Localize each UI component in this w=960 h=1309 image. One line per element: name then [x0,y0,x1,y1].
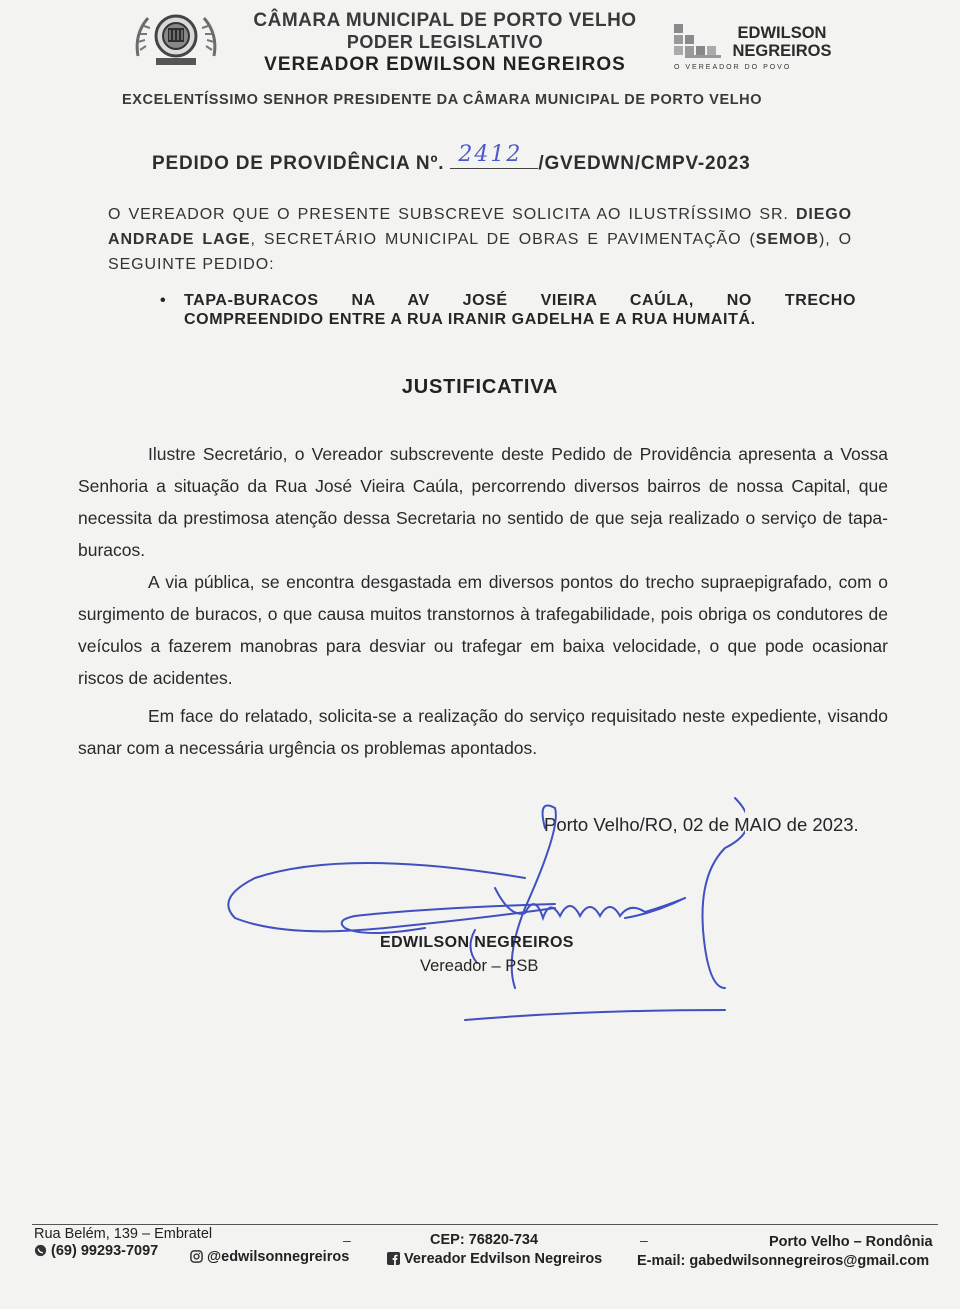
facebook-icon [387,1252,400,1265]
instagram-icon [190,1250,203,1263]
justification-paragraph-1 [78,438,888,566]
justification-paragraph-2 [78,566,888,694]
footer-address: Rua Belém, 139 – Embratel [34,1226,213,1242]
request-title [152,142,751,175]
request-title-prefix: PEDIDO DE PROVIDÊNCIA Nº. [152,153,445,174]
request-number-blank [450,142,538,169]
footer-facebook [387,1251,602,1267]
footer-phone-number: (69) 99293-7097 [51,1243,159,1259]
request-item-line1: TAPA-BURACOS NA AV JOSÉ VIEIRA CAÚLA, NO TRECHO [184,292,856,309]
bullet-icon: • [160,292,167,309]
place-date: Porto Velho/RO, 02 de MAIO de 2023. [544,814,859,835]
footer-instagram-handle: @edwilsonnegreiros [207,1249,350,1265]
intro-part1: O VEREADOR QUE O PRESENTE SUBSCREVE SOLICITA AO ILUSTRÍSSIMO SR. [108,206,796,223]
logo-name-last: NEGREIROS [732,42,832,60]
chamber-seal-icon [130,6,222,68]
secretariat-acronym: SEMOB [755,231,819,248]
footer-cep: CEP: 76820-734 [430,1232,539,1248]
logo-tagline: O VEREADOR DO POVO [674,64,792,71]
header-branch: PODER LEGISLATIVO [346,32,544,52]
secretary-name: DIEGO ANDRADE LAGE [108,206,852,248]
p3-text: Em face do relatado, solicita-se a realização do serviço requisitado neste expediente, visando sanar com a necessária urgência os problemas apontados. [78,706,888,758]
edwilson-logo [672,22,842,74]
header-chamber-name: CÂMARA MUNICIPAL DE PORTO VELHO [253,10,637,31]
request-intro [108,202,852,277]
signatory-role: Vereador – PSB [420,957,539,975]
footer-instagram [190,1249,349,1265]
p2-text: A via pública, se encontra desgastada em diversos pontos do trecho supraepigrafado, com o surgimento de buracos, o que causa muitos transtornos à trafegabilidade, pois obriga os condutores de veículos a fazerem manobras para desviar ou trafegar em baixa velocidade, o que pode ocasionar riscos de acidentes. [78,572,888,688]
justification-title: JUSTIFICATIVA [401,376,559,398]
footer-divider [32,1224,938,1225]
logo-blocks-icon [672,22,724,66]
addressee: EXCELENTÍSSIMO SENHOR PRESIDENTE DA CÂMARA MUNICIPAL DE PORTO VELHO [122,92,763,108]
footer-phone [34,1243,158,1259]
p1-text: Ilustre Secretário, o Vereador subscrevente deste Pedido de Providência apresenta a Vossa Senhoria a situação da Rua José Vieira Caúla, percorrendo diversos bairros de nossa Capital, que necessita da prestimosa atenção dessa Secretaria no sentido de que seja realizado o serviço de tapa-buracos. [78,444,888,560]
request-title-suffix: /GVEDWN/CMPV-2023 [538,153,751,174]
footer-dash: – [343,1232,351,1248]
footer-facebook-page: Vereador Edvilson Negreiros [404,1251,603,1267]
signature-icon [225,788,745,1028]
request-number-handwritten: 2412 [458,142,523,167]
header-councilor: VEREADOR EDWILSON NEGREIROS [264,54,626,75]
intro-part2: , SECRETÁRIO MUNICIPAL DE OBRAS E PAVIMENTAÇÃO ( [250,231,756,248]
signatory-name: EDWILSON NEGREIROS [380,934,574,951]
logo-name-first: EDWILSON [737,24,827,42]
justification-paragraph-3 [78,700,888,764]
whatsapp-icon [34,1244,47,1257]
footer-dash: – [640,1232,648,1248]
logo-name [730,24,834,60]
footer-email: E-mail: gabedwilsonnegreiros@gmail.com [637,1253,930,1269]
request-item-line2: COMPREENDIDO ENTRE A RUA IRANIR GADELHA E A RUA HUMAITÁ. [184,311,756,328]
footer-city: Porto Velho – Rondônia [769,1234,933,1250]
intro-part3: ), O SEGUINTE PEDIDO: [108,231,853,273]
